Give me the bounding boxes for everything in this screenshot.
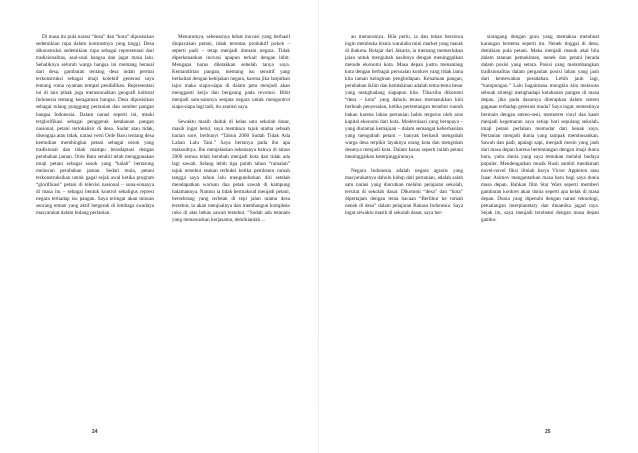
left-page-column-1 [36, 34, 154, 439]
left-page-number: 24 [92, 429, 98, 435]
paragraph: Sewaktu masih duduk di kelas satu sekolah dasar, masih ingat betul, saya membaca tajuk utama sebuah harian sore, berbunyi “Tahun 2000 Sudah Tidak Ada Lahan Lalu Tani.” Saya bertanya pada ibu apa maksudnya. Ibu menjelaskan sekenanya bahwa di tahun 2000 semua telah berubah menjadi kota dan tidak ada lagi sawah. Selang lebih tiga puluh tahun “ramalan” tajuk tersebut seakan terbukti ketika pembantu rumah tangga saya tahun lalu mengundurkan diri setelah mendapatkan warisan dua petak sawah di kampung halamannya. Namun ia tidak bermaksud menjadi petani, bersebrang yang terletak di tepi jalan utama desa tersebut, ia akan menjualnya dan membangun kompleks ruko di atas bekas sawah tersebut. “Sudah ada tetanam yang menawarkan kerjasama, demikianlah ... [172, 118, 290, 224]
paragraph: an menurutnya. Bila perlu, ia dan tekan bersiswa ingin membuka bisnis waralaba mini market yang marak di ibukota. Belajar dari Jakarta, ia memang memerlukan jalan untuk mengubah nasibnya dengan meninggalkan metode ekonomi kota. Masa depan justru menantang kota dengan berbagai persoalan konkret yang tidak lama kita taman keinginan penghidupan. Kenahuan pangan, perubahan iklim dan kemiskinan adalah tema-tema besar yang menghadang siapapun kita. Tiba-tiba dikotomi “desa – kota” yang dahulu terasa memasukkan kini berbuah penyesalan, ketika pertentangan tersebut runtuh bukan karena lahan pertanian habis tergerus oleh arus kapital ekonomi dari kota. Modernisasi yang berupaya – yang diutamai kemajuan – dalam semangat keberhasilan yang mengubah petani – banyak berhasil mengubah warga desa terpikir layaknya orang kota dan mengubah desanya menjadi kota. Dalam kasus seperti inilah petani meninggalkan keterpinggirannya. [345, 34, 463, 160]
paragraph: Di masa itu pula narasi “desa” dan “kota” diposisikan sedemikian rupa dalam kontrastnya yang tinggi. Desa dikonstruksi sedemikian rupa sebagai representasi dari tradisionalitas, asal-usul bangsa dan jagat masa lalu. Sebaliknya seluruh warga bangsa ini memang berasal dari desa, gambaran tentang desa indah permai terkonstruksi sebagai imaji kolektif generasi saya tentang roma nyaman tempat pendidikan. Representasi ini di lain pihak juga merasionalkan geografi kultural Indonesia tentang keragaman bangsa. Desa diposisikan sebagai tulang punggung pertanian dan sumber pangan bangsa Indonesia. Dalam narasi seperti ini, meski terglorifikasi sebagai penggerak ketahanan pangan nasional, petani terlokalisir di desa. Sudut atau tidak, disengaja atau tidak, narasi versi Orde Baru tentang desa kemudian membingkai petani sebagai sosok yang tradisional dan tidak mampu beradaptasi dengan perubahan jaman. Orde Baru sendiri telah menggunakan imaji petani sebagai sosok yang “kalah” bertarung melawan perubahan jaman. Sedari mula, petani terkonstruksikan untuk gagal sejak awal ketika program “glorifikasi” petani di televisi nasional – sona-sonanya di masa itu – sebagai bentuk kontrol sekaligus represi negara terhadap isu pangan. Saya teringat akan tuturan seorang teman yang aktif bergerak di lembaga swadaya masyarakat dalam bidang pertanian. [36, 34, 154, 217]
paragraph: Menurutnya, sebenarnya hebat inovasi yang berhasil diupayakan petani, tidak terentas produktif pokok – seperti padi – tetap menjadi domain negara. Tidak diperkenankan inovasi apapun terkait dengan bibit. Mengapa harus diletakkan sebelah tanya saya. Kemandirian pangan, memang isu sensitif yang berkaitan dengan kebijakan negara, karena jika lanjutkan lajur maka siapa-siapa di dalam peta menjadi akan mengganti kerja dan bergaung pada revolusi. Bibit menjadi satu-satunya senjata negara untuk mengontrol siapa-siapa lagi tadi, itu asumsi saya. [172, 34, 290, 111]
paragraph: sirangang dengan guru yang memaksa membuat karangan bertema seperti itu. Nenek tinggal di desa, demikian pula petani. Maka menjadi masuk akal bila dalam tatanan pemukiman, nenek dan petani berada dalam posisi yang setara. Posisi yang melambangkan tradisionalitas dalam pergaulan posisi lahan yang jauh dari kemewahan peradaban. Lebih jauh lagi, “kampungan.” Lalu bagaimana mungkin kita melawan sebuah strategi menghadapi ketahanan pangan di masa depan, jika pada dasarnya diterapkan dalam sistem gagasan terhadap generasi muda? Saya ingat, semestinya bermain dengan stereo-seni, memotret vinyl dan kaset menjadi kegemaran saya setiap hari sepulang sekolah, imaji petani perlahan memudar dari benak saya. Pertanian menjadi dunia yang tampak membosankan. Sawah dan padi, apalagi sapi, menjadi mesin yang jauh dari masa depan karena bertentangan dengan imaji dunia baru, yaitu dunia yang saya temukan melalui budaya populer. Mendengarkan musik Rush sambil menikmati novel-novel fiksi ilmiah karya Victor Appleton atau Isaac Asimov mengantarkan masa baru bagi saya dunia masa depan. Bahkan film Star Wars seperti memberi gambaran konkret akan dunia seperti apa kelak di masa depan. Dunia yang dipenuhi dengan narasi teknologi, petualangan interplanetary dan dinamika jagad raya. Sejak itu, saya menjadi terobsesi dengan masa depan gamba- [481, 34, 599, 224]
right-page-number: 25 [545, 429, 551, 435]
left-page-column-2 [172, 34, 290, 439]
right-page [319, 0, 638, 453]
right-page-column-1 [345, 34, 463, 439]
right-page-column-2 [481, 34, 599, 439]
paragraph: Negara Indonesia adalah negara agraris yang masyarakatnya dahulu hidup dari pertanian, adalah salah satu narasi yang diurutkan melalui pelajaran sekolah, tersirat di sekolah dasar. Dikotomi “desa” dan “kota” dipertajam dengan tema bacaan “Berlibur ke rumah nenek di desa” dalam pelajaran Bahasa Indonesia. Saya ingat sewaktu masih di sekolah dasar, saya ber- [345, 167, 463, 217]
